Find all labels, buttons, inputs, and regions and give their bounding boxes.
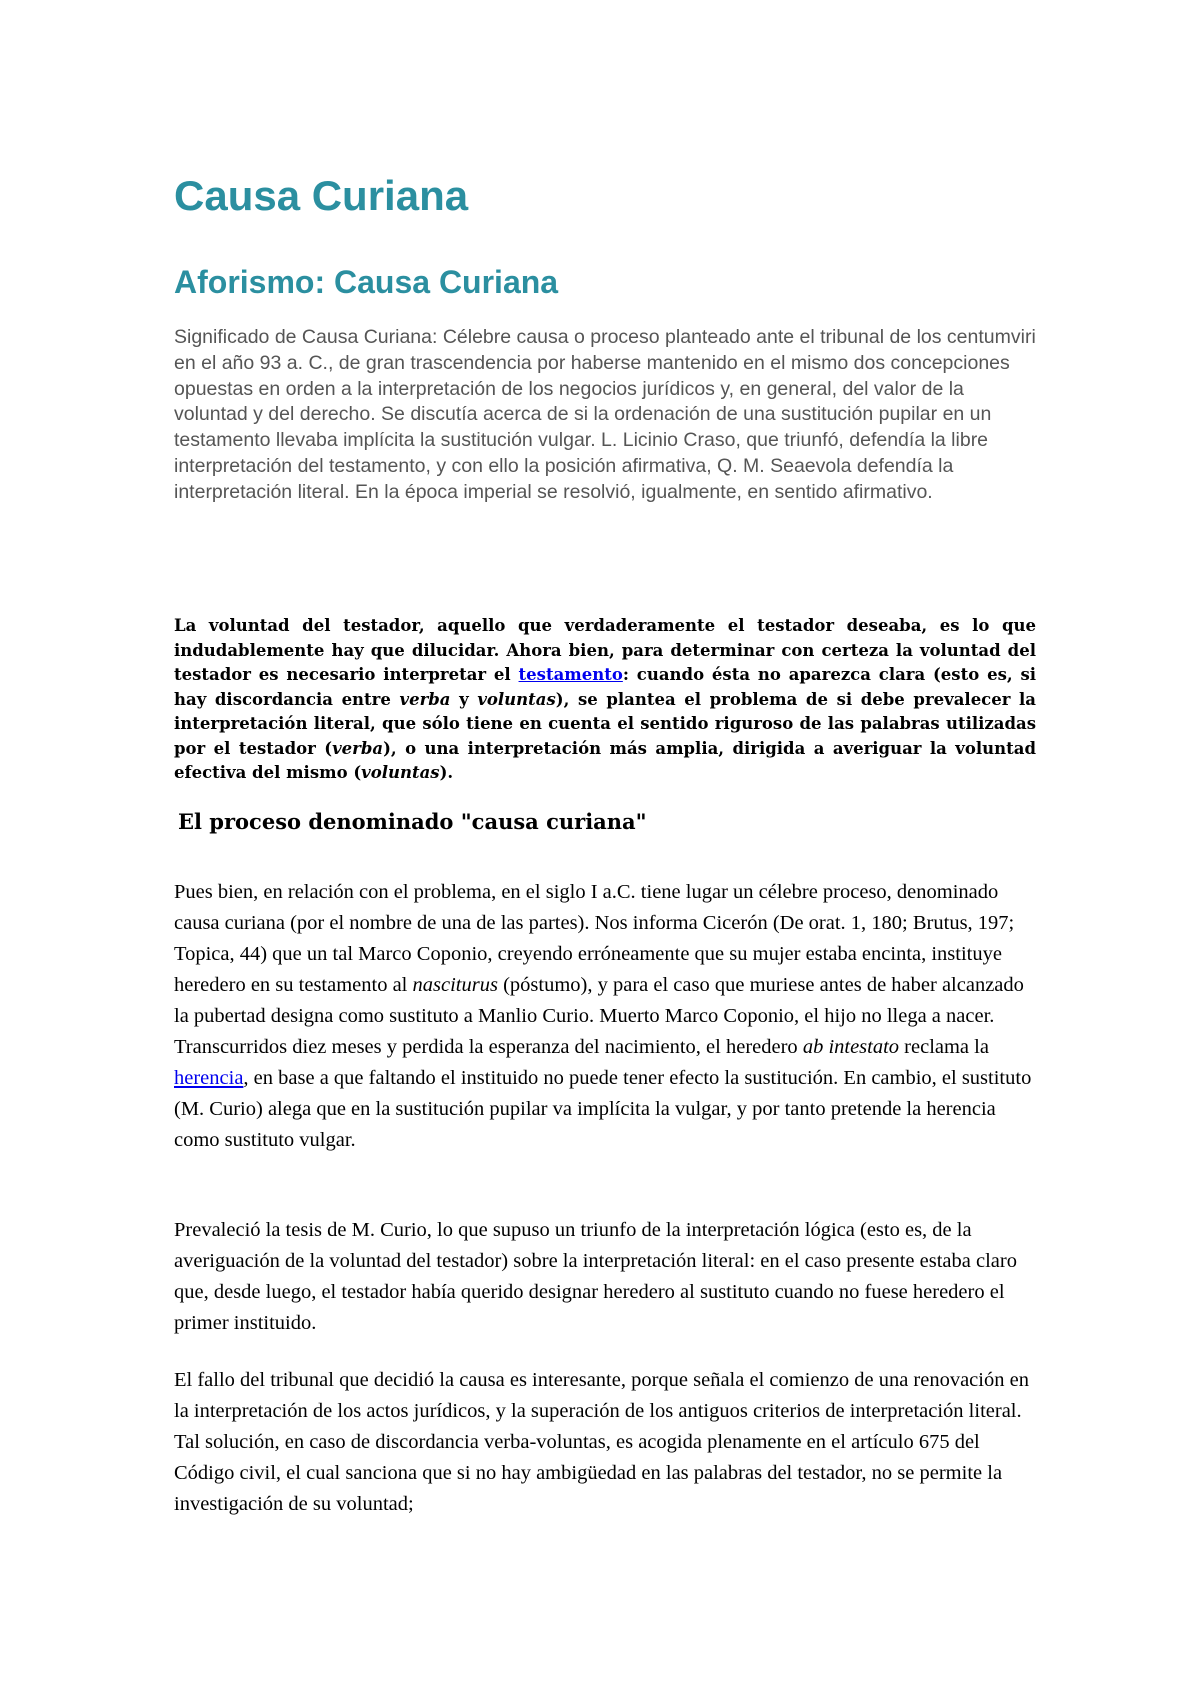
fallo-paragraph: El fallo del tribunal que decidió la causa es interesante, porque señala el comienzo de una renovación en la interpretación de los actos jurídicos, y la superación de los antiguos criterios de interpretación literal. Tal solución, en caso de discordancia verba-voluntas, es acogida plenamente en el artículo 675 del Código civil, el cual sanciona que si no hay ambigüedad en las palabras del testador, no se permite la investigación de su voluntad; [174,1369,1029,1515]
text-segment: Pues bien, en relación con el problema, en el siglo I a.C. tiene lugar un célebre proceso, denominado causa curiana (por el nombre de una de las partes). Nos informa Cicerón (De orat. 1, 180; Brutus, 197; Topica, 44) que un tal Marco Coponio, creyendo erróneamente que su mujer estaba encinta, instituye heredero en su testamento al [174,881,1015,996]
document-title: Causa Curiana [174,172,469,219]
text-segment: ), se plantea el problema de si debe prevalecer la interpretación literal, que sólo tiene en cuenta el sentido riguroso de las palabras utilizadas por el testador ( [174,689,1036,758]
herencia-link[interactable]: herencia [174,1067,244,1089]
document-page [174,170,1037,1515]
proceso-paragraph [174,877,1036,1156]
text-segment: y [450,689,478,709]
italic-term: voluntas [361,763,440,782]
section-heading: El proceso denominado "causa curiana" [178,809,647,834]
text-segment: La voluntad del testador, aquello que verdaderamente el testador deseaba, es lo que indudablemente hay que dilucidar. Ahora bien, para determinar con certeza la voluntad del testador es necesario interpretar el [174,616,1036,684]
testamento-link[interactable]: testamento [518,665,623,684]
italic-term: ab intestato [802,1036,900,1058]
text-segment: : cuando ésta no aparezca clara (esto es, si hay discordancia entre [174,665,1037,709]
tesis-paragraph: Prevaleció la tesis de M. Curio, lo que supuso un triunfo de la interpretación lógica (esto es, de la averiguación de la voluntad del testador) sobre la interpretación literal: en el caso presente estaba claro que, desde luego, el testador había querido designar heredero al sustituto cuando no fuese heredero el primer instituido. [174,1219,1017,1334]
document-subtitle: Aforismo: Causa Curiana [174,264,559,300]
text-segment: ), o una interpretación más amplia, dirigida a averiguar la voluntad efectiva del mismo ( [174,738,1037,782]
text-segment: (póstumo), y para el caso que muriese antes de haber alcanzado la pubertad designa como sustituto a Manlio Curio. Muerto Marco Coponio, el hijo no llega a nacer. Transcurridos diez meses y perdida la esperanza del nacimiento, el heredero [174,974,1024,1058]
italic-term: nasciturus [412,974,498,996]
text-segment: , en base a que faltando el instituido no puede tener efecto la sustitución. En cambio, el sustituto (M. Curio) alega que en la sustitución pupilar va implícita la vulgar, y por tanto pretende la herencia como sustituto vulgar. [174,1067,1032,1151]
voluntad-paragraph [174,614,1036,786]
italic-term: verba [399,689,451,709]
text-segment: reclama la [899,1036,989,1058]
italic-term: voluntas [477,689,556,709]
italic-term: verba [332,738,384,758]
intro-paragraph: Significado de Causa Curiana: Célebre causa o proceso planteado ante el tribunal de los centumviri en el año 93 a. C., de gran trascendencia por haberse mantenido en el mismo dos concepciones opuestas en orden a la interpretación de los negocios jurídicos y, en general, del valor de la voluntad y del derecho. Se discutía acerca de si la ordenación de una sustitución pupilar en un testamento llevaba implícita la sustitución vulgar. L. Licinio Craso, que triunfó, defendía la libre interpretación del testamento, y con ello la posición afirmativa, Q. M. Seaevola defendía la interpretación literal. En la época imperial se resolvió, igualmente, en sentido afirmativo. [174,326,1036,503]
text-segment: ). [439,763,454,782]
